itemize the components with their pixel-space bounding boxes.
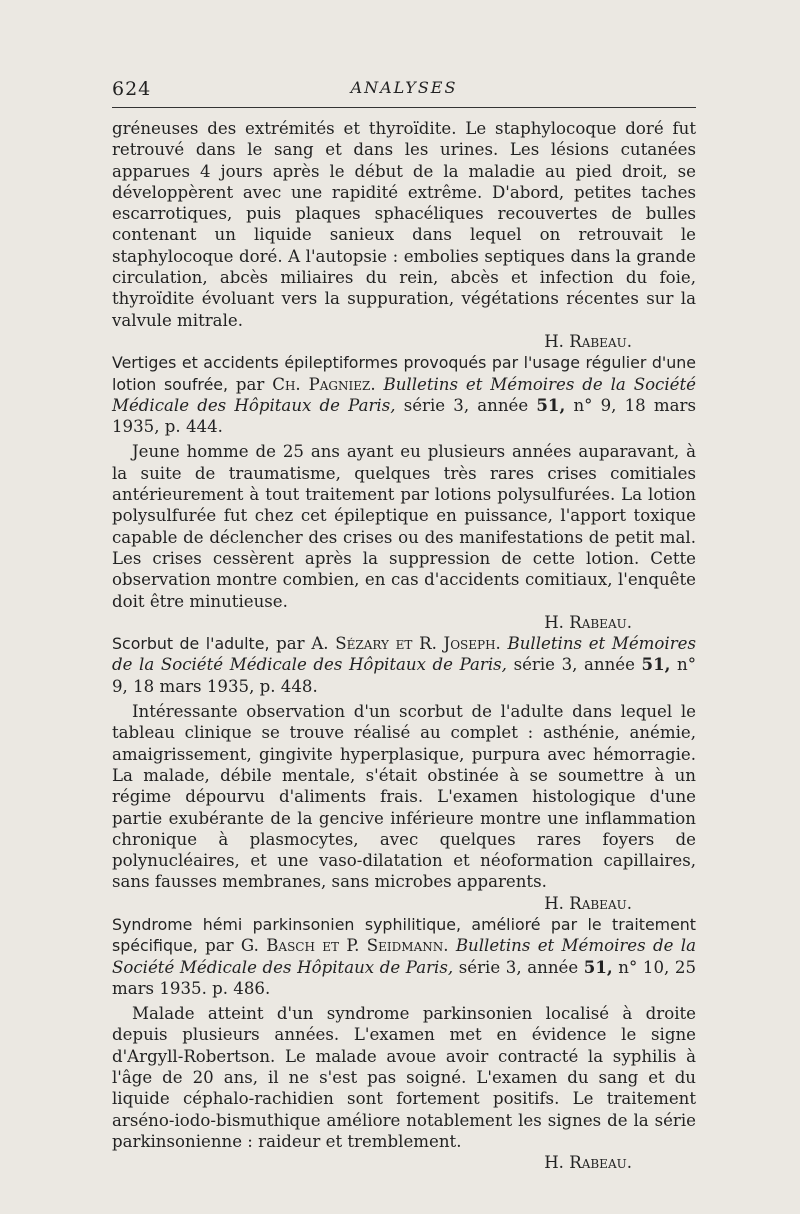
page-header [112, 70, 696, 104]
citation-issue: n° 10, 25 mars 1935. p. 486. [112, 957, 697, 998]
abstract-continued [112, 118, 696, 352]
abstract-body: Intéressante observation d'un scorbut de l'adulte dans lequel le tableau clinique se trouve réalisé au complet : asthénie, anémie, amaigrissement, gingivite hyperplasique, purpura avec hémorragie. La malade, débile mentale, s'était obstinée à se soumettre à un régime dépourvu d'aliments frais. L'examen histologique d'une partie exubérante de la gencive inférieure montre une inflammation chronique à plasmocytes, avec quelques rares foyers de polynucléaires, et une vaso-dilatation et néoformation capillaires, sans fausses membranes, sans microbes apparents. [112, 702, 696, 892]
citation-serie: série 3, année [458, 957, 579, 977]
abstract-body: gréneuses des extrémités et thyroïdite. Le staphylocoque doré fut retrouvé dans le sang et dans les urines. Les lésions cutanées apparues 4 jours après le début de la maladie au pied droit, se développèrent avec une rapidité extrême. D'abord, petites taches escarrotiques, puis plaques sphacéliques recouvertes de bulles contenant un liquide sanieux dans lequel on retrouvait le staphylocoque doré. A l'autopsie : embolies septiques dans la grande circulation, abcès miliaires du rein, abcès et infection du foie, thyroïdite évoluant vers la suppuration, végétations récentes sur la valvule mitrale. [112, 119, 696, 330]
running-title: ANALYSES [350, 78, 458, 97]
abstract-body: Jeune homme de 25 ans ayant eu plusieurs années auparavant, à la suite de traumatisme, quelques très rares crises comitiales antérieurement à tout traitement par lotions polysulfurées. La lotion polysulfurée fut chez cet épileptique en puissance, l'apport toxique capable de déclencher des crises ou des manifestations de petit mal. Les crises cessèrent après la suppression de cette lotion. Cette observation montre combien, en cas d'accidents comitiaux, l'enquête doit être minutieuse. [112, 442, 696, 611]
abstract-signature: H. Rabeau. [544, 612, 632, 632]
citation-issue: n° 9, 18 mars 1935, p. 448. [112, 655, 696, 696]
citation-journal: Bulletins et Mémoires de la Société Médicale des Hôpitaux de Paris, [112, 634, 696, 675]
citation-issue: n° 9, 18 mars 1935, p. 444. [112, 395, 696, 437]
citation-year: 51, [536, 394, 566, 415]
abstract-title: Scorbut de l'adulte, [112, 634, 270, 654]
abstract-citation [112, 352, 696, 437]
abstract-citation [112, 914, 696, 999]
abstract-text [112, 441, 696, 633]
abstract-text [112, 701, 696, 914]
header-rule [112, 107, 696, 108]
citation-authors: A. Sézary et R. Joseph. [311, 634, 501, 654]
abstract-citation [112, 633, 696, 697]
citation-journal: Bulletins et Mémoires de la Société Médicale des Hôpitaux de Paris, [112, 936, 696, 977]
citation-serie: série 3, année [513, 655, 635, 675]
abstract-signature: H. Rabeau. [544, 1153, 632, 1173]
citation-year: 51, [641, 654, 671, 675]
abstract-text [112, 1003, 696, 1173]
citation-by: par [276, 634, 305, 654]
abstract-signature: H. Rabeau. [544, 893, 632, 913]
citation-journal: Bulletins et Mémoires de la Société Médicale des Hôpitaux de Paris, [112, 374, 696, 415]
citation-authors: G. Basch et P. Seidmann. [240, 936, 449, 956]
abstract-signature: H. Rabeau. [544, 331, 632, 351]
page-content [112, 118, 696, 1174]
citation-year: 51, [583, 956, 613, 977]
abstract-title: Syndrome hémi parkinsonien syphilitique, amélioré par le traitement spécifique, [112, 914, 696, 956]
citation-authors: Ch. Pagniez. [272, 374, 376, 394]
citation-by: par [205, 936, 234, 956]
citation-serie: série 3, année [403, 395, 529, 415]
abstract-body: Malade atteint d'un syndrome parkinsonien localisé à droite depuis plusieurs années. L'examen met en évidence le signe d'Argyll-Robertson. Le malade avoue avoir contracté la syphilis à l'âge de 20 ans, il ne s'est pas soigné. L'examen du sang et du liquide céphalo-rachidien sont fortement positifs. Le traitement arséno-iodo-bismuthique améliore notablement les signes de la série parkinsonienne : raideur et tremblement. [112, 1004, 696, 1151]
page-number: 624 [112, 78, 152, 100]
abstract-title: Vertiges et accidents épileptiformes provoqués par l'usage régulier d'une lotion soufrée, [112, 353, 696, 394]
citation-by: par [235, 374, 265, 394]
